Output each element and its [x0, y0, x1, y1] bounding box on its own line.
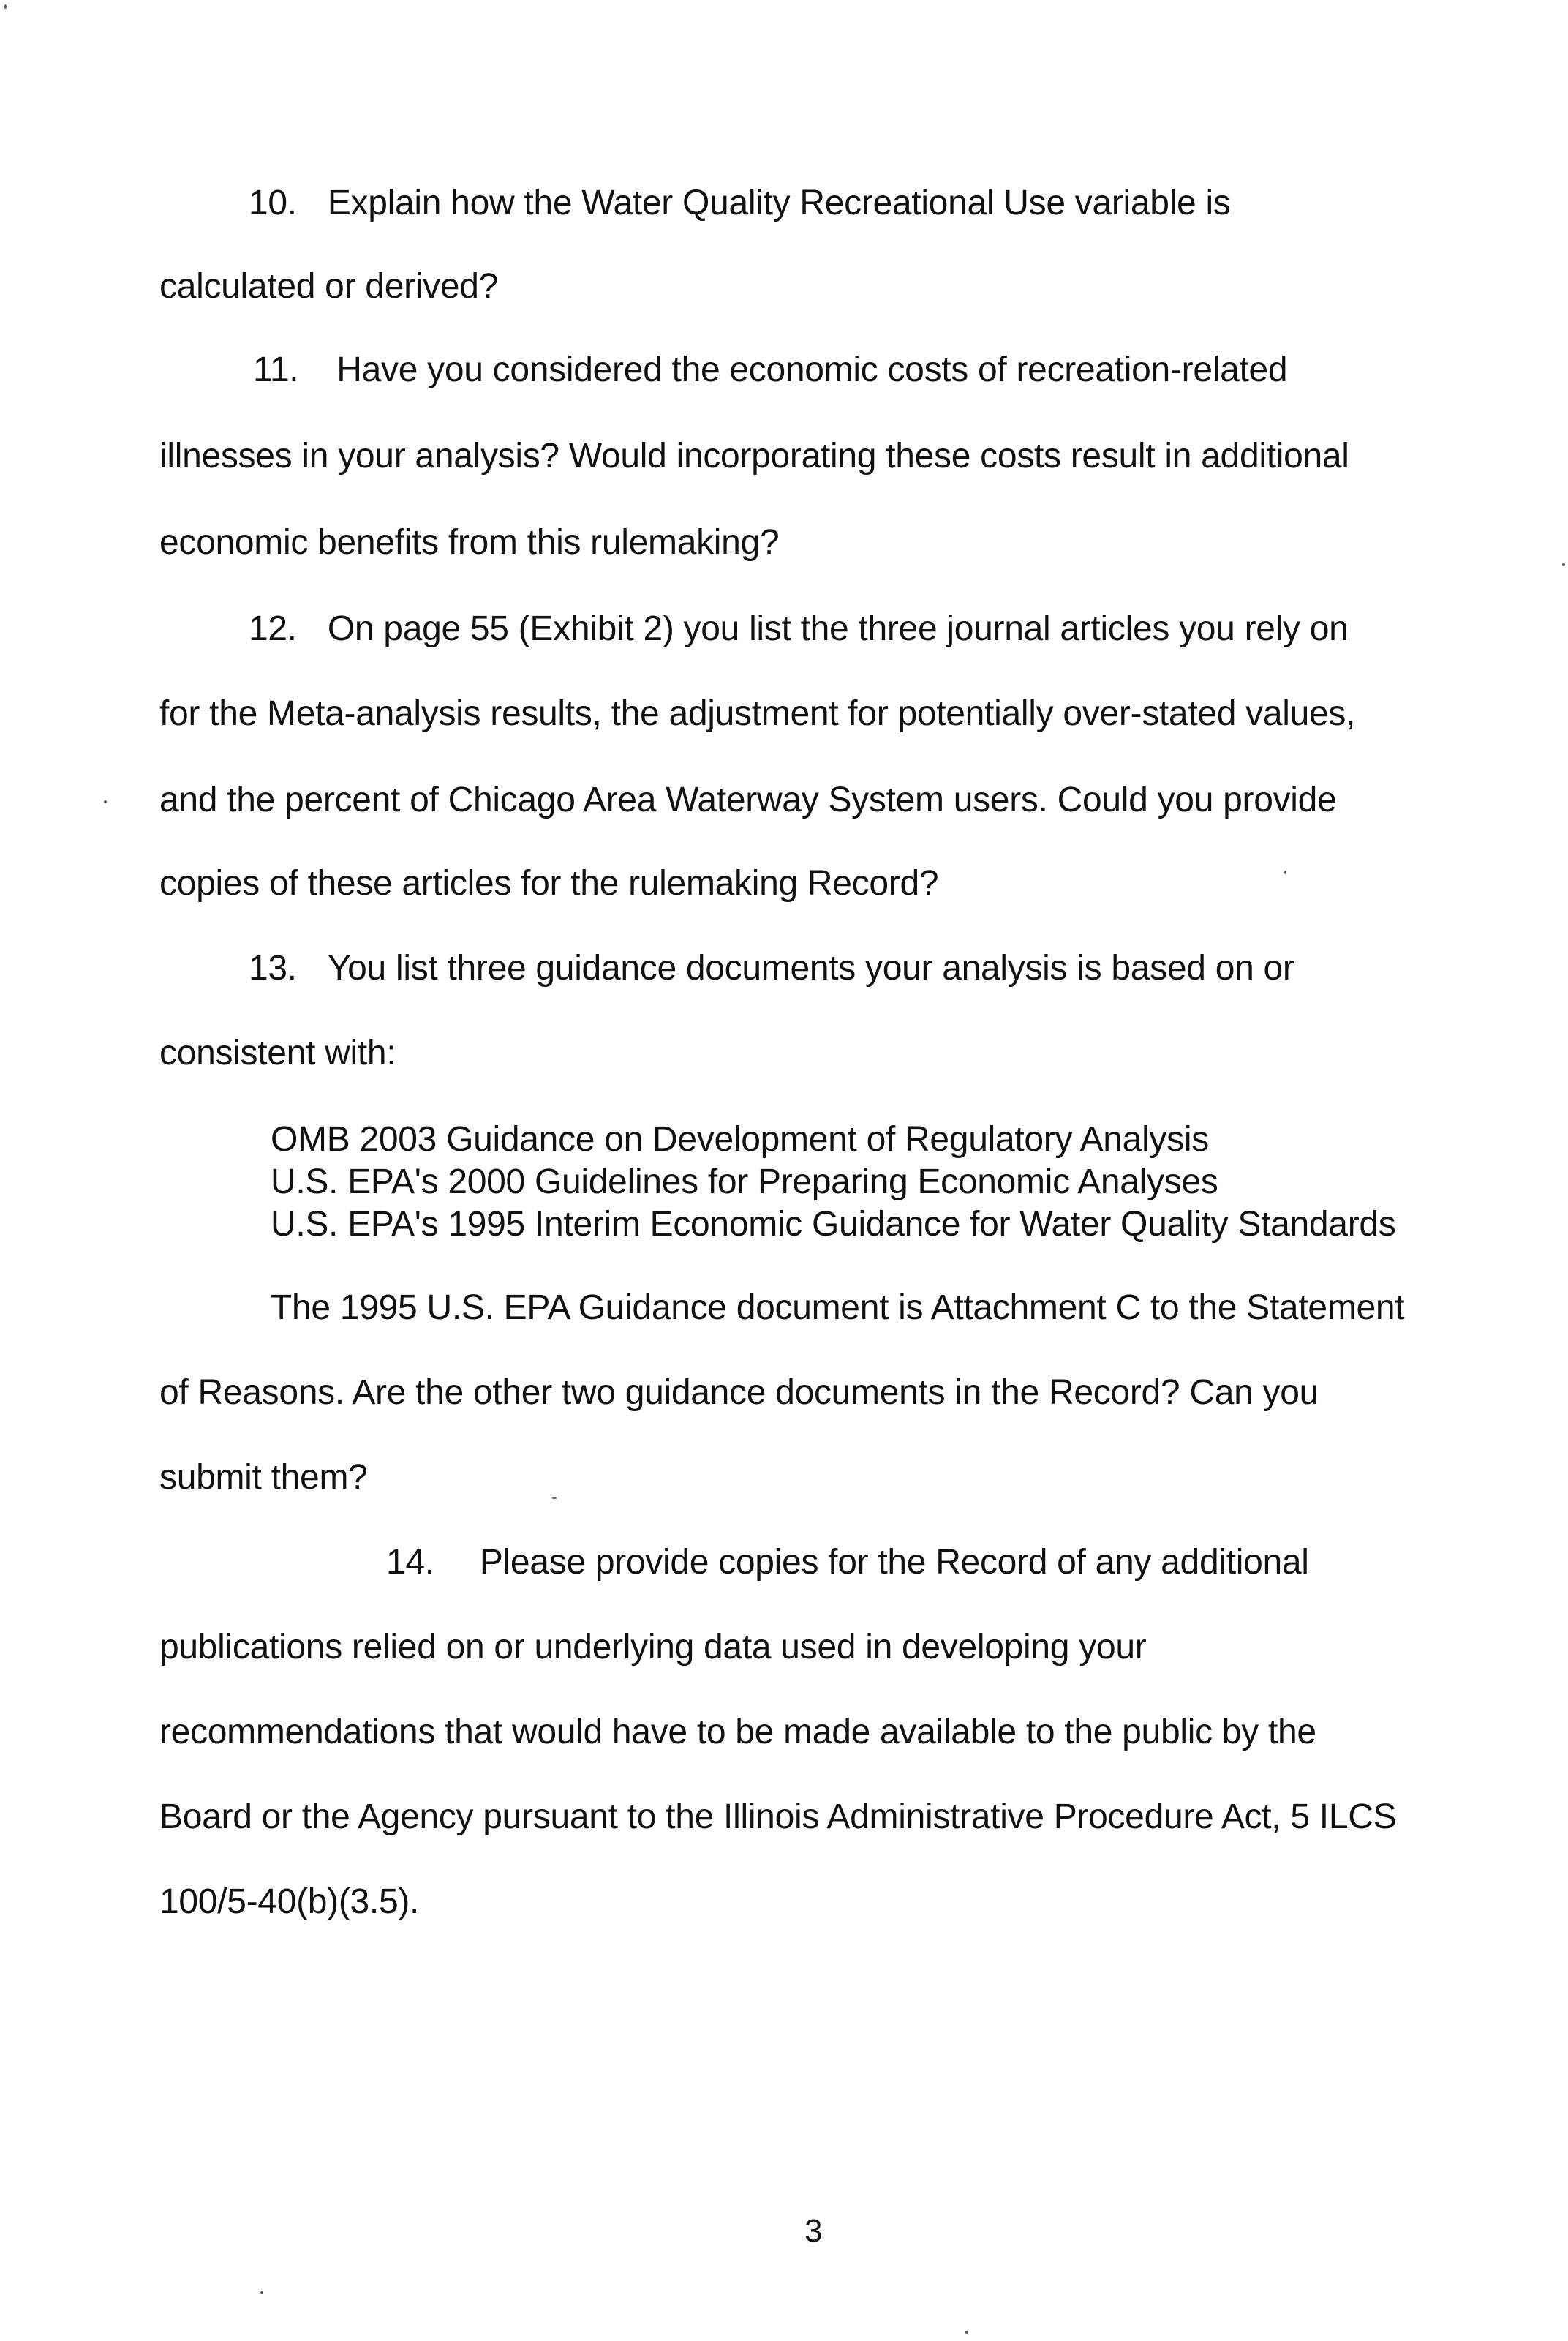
q13-number: 13. [249, 949, 297, 988]
q14-line-4: Board or the Agency pursuant to the Illinois Administrative Procedure Act, 5 ILCS [159, 1797, 1397, 1836]
q13-line-2: consistent with: [159, 1034, 396, 1072]
q14-text-1: Please provide copies for the Record of any additional [479, 1543, 1309, 1582]
q13-follow-3: submit them? [159, 1458, 368, 1497]
q14-line-5: 100/5-40(b)(3.5). [159, 1882, 420, 1921]
scan-speck [260, 2291, 263, 2294]
page-number: 3 [804, 2213, 823, 2249]
q11-number: 11. [253, 350, 299, 389]
guidance-document-3: U.S. EPA's 1995 Interim Economic Guidance for Water Quality Standards [271, 1205, 1396, 1244]
q11-text-1: Have you considered the economic costs of recreation-related [336, 350, 1288, 389]
q12-number: 12. [249, 609, 297, 648]
scan-speck [4, 4, 7, 9]
guidance-document-1: OMB 2003 Guidance on Development of Regulatory Analysis [271, 1120, 1209, 1159]
scan-speck [104, 800, 107, 803]
scan-speck [1284, 871, 1286, 874]
q10-number: 10. [249, 184, 297, 222]
q10-text-1: Explain how the Water Quality Recreational Use variable is [327, 184, 1231, 222]
q12-line-3: and the percent of Chicago Area Waterway System users. Could you provide [159, 781, 1337, 819]
q13-follow-2: of Reasons. Are the other two guidance documents in the Record? Can you [159, 1373, 1319, 1412]
q11-line-2: illnesses in your analysis? Would incorporating these costs result in additional [159, 437, 1349, 476]
q13-text-1: You list three guidance documents your analysis is based on or [327, 949, 1294, 988]
q14-line-3: recommendations that would have to be made available to the public by the [159, 1713, 1316, 1751]
q13-follow-1: The 1995 U.S. EPA Guidance document is Attachment C to the Statement [271, 1288, 1405, 1327]
q12-line-1 [249, 609, 1349, 650]
q12-line-4: copies of these articles for the rulemaking Record? [159, 864, 939, 903]
q13-line-1 [249, 948, 1294, 989]
q11-line-1 [253, 350, 1287, 391]
scan-speck [965, 2331, 968, 2334]
q14-number: 14. [386, 1543, 434, 1582]
q12-text-1: On page 55 (Exhibit 2) you list the three journal articles you rely on [327, 609, 1349, 648]
scan-speck [551, 1497, 557, 1499]
q14-line-1 [386, 1542, 1309, 1583]
q11-line-3: economic benefits from this rulemaking? [159, 523, 780, 562]
q10-line-2: calculated or derived? [159, 267, 499, 306]
scan-speck [1562, 563, 1565, 566]
q14-line-2: publications relied on or underlying data used in developing your [159, 1628, 1147, 1666]
q10-line-1 [249, 183, 1231, 224]
guidance-document-2: U.S. EPA's 2000 Guidelines for Preparing Economic Analyses [271, 1162, 1218, 1201]
q12-line-2: for the Meta-analysis results, the adjustment for potentially over-stated values, [159, 694, 1356, 733]
